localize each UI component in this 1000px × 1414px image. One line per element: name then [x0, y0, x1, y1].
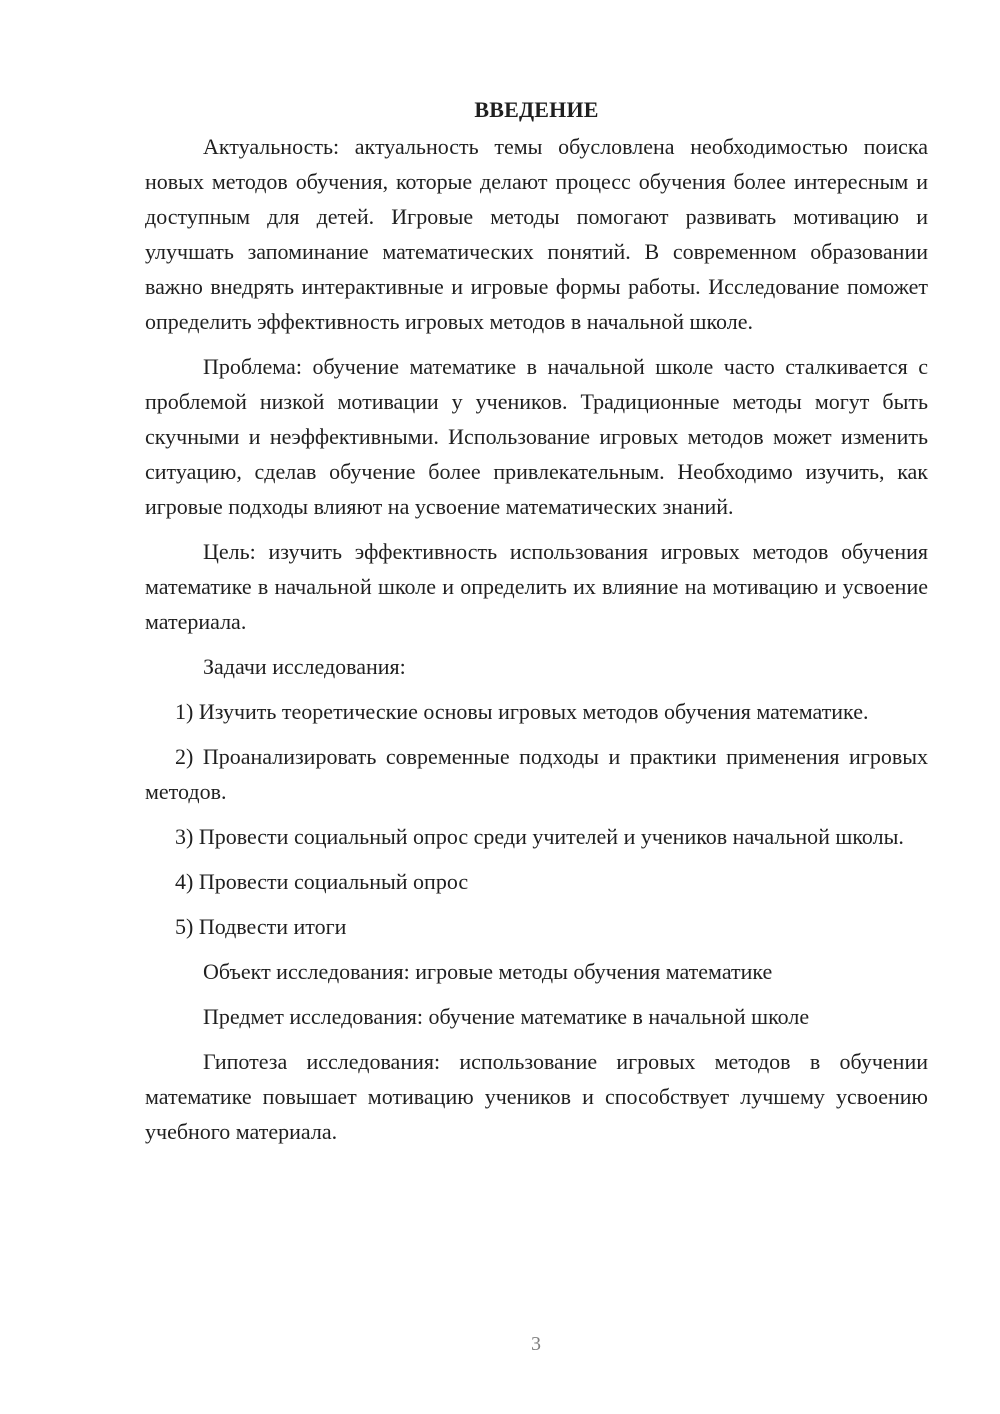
task-item-3: 3) Провести социальный опрос среди учителей и учеников начальной школы. [175, 824, 904, 849]
research-subject: Предмет исследования: обучение математике в начальной школе [203, 1004, 810, 1029]
tasks-heading: Задачи исследования: [203, 654, 406, 679]
task-item-4: 4) Провести социальный опрос [175, 869, 469, 894]
page-number: 3 [531, 1333, 541, 1355]
paragraph-relevance: Актуальность: актуальность темы обусловлена необходимостью поиска новых методов обучения, которые делают процесс обучения более интересным и доступным для детей. Игровые методы помогают развивать мотивацию и улучшать запоминание математических понятий. В современном образовании важно внедрять интерактивные и игровые формы работы. Исследование поможет определить эффективность игровых методов в начальной школе. [145, 134, 928, 334]
document-page [145, 92, 928, 1149]
research-hypothesis: Гипотеза исследования: использование игровых методов в обучении математике повышает мотивацию учеников и способствует лучшему усвоению учебного материала. [145, 1049, 928, 1144]
task-item-1: 1) Изучить теоретические основы игровых методов обучения математике. [175, 699, 869, 724]
task-item-2: 2) Проанализировать современные подходы и практики применения игровых методов. [145, 744, 928, 804]
paragraph-goal: Цель: изучить эффективность использования игровых методов обучения математике в начальной школе и определить их влияние на мотивацию и усвоение материала. [145, 539, 928, 634]
paragraph-problem: Проблема: обучение математике в начальной школе часто сталкивается с проблемой низкой мотивации у учеников. Традиционные методы могут быть скучными и неэффективными. Использование игровых методов может изменить ситуацию, сделав обучение более привлекательным. Необходимо изучить, как игровые подходы влияют на усвоение математических знаний. [145, 354, 928, 519]
research-object: Объект исследования: игровые методы обучения математике [203, 959, 773, 984]
task-item-5: 5) Подвести итоги [175, 914, 347, 939]
section-title: ВВЕДЕНИЕ [474, 97, 599, 122]
